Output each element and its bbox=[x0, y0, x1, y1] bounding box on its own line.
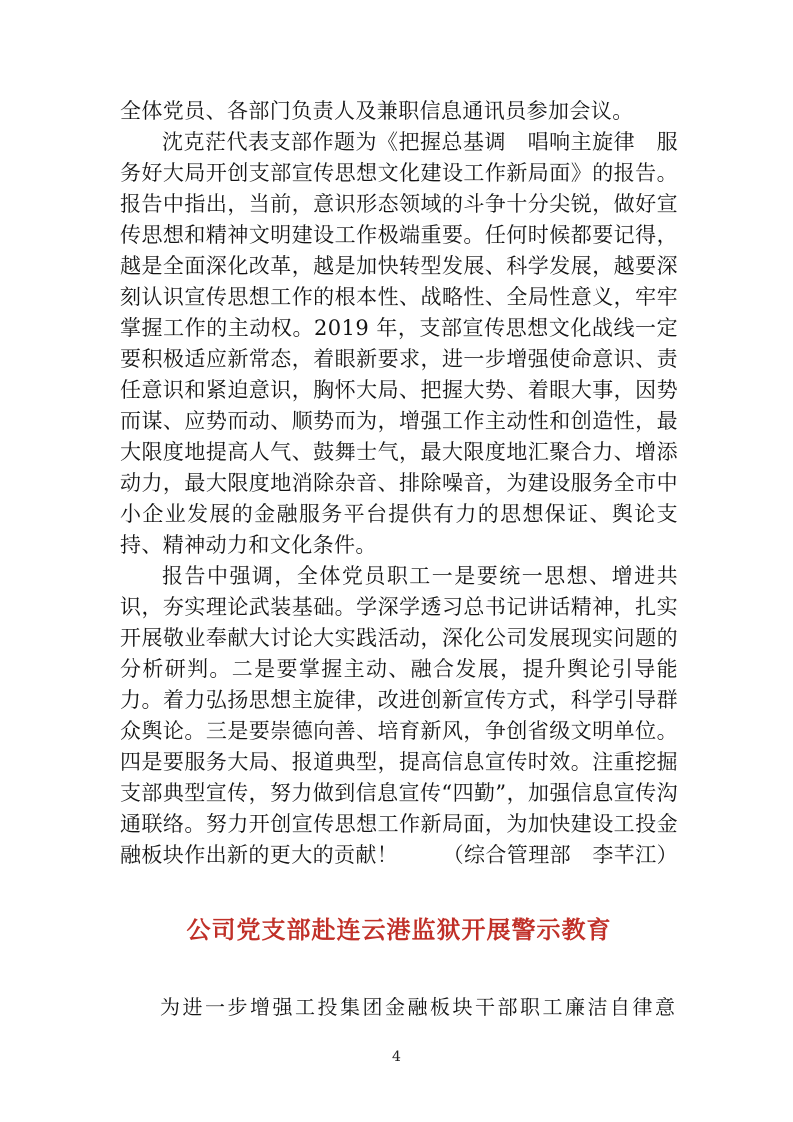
article-title: 公司党支部赴连云港监狱开展警示教育 bbox=[186, 916, 612, 944]
byline: （综合管理部 李芊江） bbox=[442, 843, 678, 867]
lead-paragraph: 为进一步增强工投集团金融板块干部职工廉洁自律意 bbox=[160, 995, 678, 1019]
body-paragraph: 报告中强调，全体党员职工一是要统一思想、增进共识，夯实理论武装基础。学深学透习总书记讲话精神，扎实开展敬业奉献大讨论大实践活动，深化公司发展现实问题的分析研判。二是要掌握主动、融合发展，提升舆论引导能力。着力弘扬思想主旋律，改进创新宣传方式，科学引导群众舆论。三是要崇德向善、培育新风，争创省级文明单位。四是要服务大局、报道典型，提高信息宣传时效。注重挖掘支部典型宣传，努力做到信息宣传“四勤”，加强信息宣传沟通联络。努力开创宣传思想工作新局面，为加快建设工投金融板块作出新的更大的贡献！ bbox=[120, 564, 678, 867]
body-paragraph: 全体党员、各部门负责人及兼职信息通讯员参加会议。 bbox=[120, 99, 634, 123]
page-number: 4 bbox=[392, 1049, 401, 1065]
body-paragraph: 沈克茫代表支部作题为《把握总基调 唱响主旋律 服务好大局开创支部宣传思想文化建设工作新局面》的报告。报告中指出，当前，意识形态领域的斗争十分尖锐，做好宣传思想和精神文明建设工作极端重要。任何时候都要记得，越是全面深化改革，越是加快转型发展、科学发展，越要深刻认识宣传思想工作的根本性、战略性、全局性意义，牢牢掌握工作的主动权。2019 年，支部宣传思想文化战线一定要积极适应新常态，着眼新要求，进一步增强使命意识、责任意识和紧迫意识，胸怀大局、把握大势、着眼大事，因势而谋、应势而动、顺势而为，增强工作主动性和创造性，最大限度地提高人气、鼓舞士气，最大限度地汇聚合力、增添动力，最大限度地消除杂音、排除噪音，为建设服务全市中小企业发展的金融服务平台提供有力的思想保证、舆论支持、精神动力和文化条件。 bbox=[120, 130, 678, 557]
page-content bbox=[120, 96, 678, 1023]
